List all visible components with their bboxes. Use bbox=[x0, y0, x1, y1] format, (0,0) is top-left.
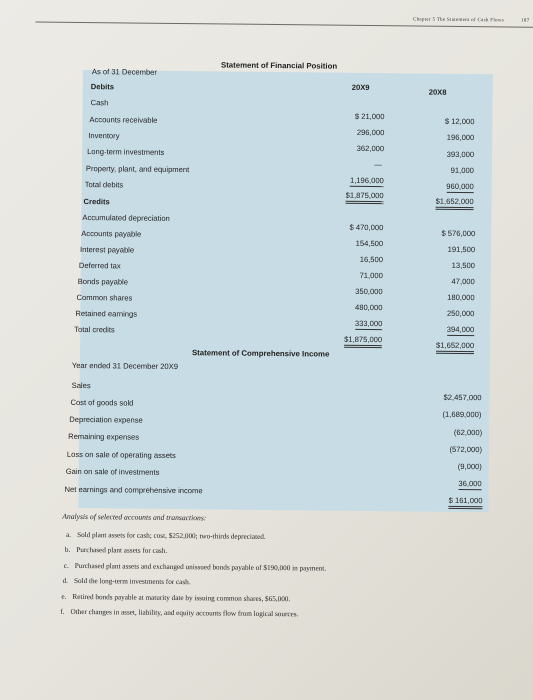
sci-label: Depreciation expense bbox=[69, 414, 143, 425]
credit-20x9: 480,000 bbox=[354, 302, 383, 313]
debit-label: Long-term investments bbox=[87, 147, 165, 157]
debit-label: Inventory bbox=[88, 131, 120, 141]
debit-20x9: $1,875,000 bbox=[314, 191, 384, 199]
debit-20x8: $1,652,000 bbox=[404, 197, 474, 205]
debit-label: Cash bbox=[90, 98, 109, 108]
analysis-item-b: b. Purchased plant assets for cash. bbox=[64, 545, 168, 555]
credit-20x8: 47,000 bbox=[451, 276, 475, 287]
credit-20x8: 13,500 bbox=[451, 260, 475, 271]
credit-label: Bonds payable bbox=[77, 276, 129, 287]
credit-20x8: 394,000 bbox=[446, 324, 475, 335]
debit-20x8: 196,000 bbox=[446, 132, 475, 143]
analysis-item-c: c. Purchased plant assets and exchanged unissued bonds payable of $190,000 in payment. bbox=[63, 561, 327, 573]
credit-20x9: $1,875,000 bbox=[312, 335, 382, 343]
sci-label: Loss on sale of operating assets bbox=[66, 449, 176, 460]
sci-label: Cost of goods sold bbox=[70, 397, 134, 408]
credit-20x9: $ 470,000 bbox=[349, 222, 384, 233]
debit-20x8: 91,000 bbox=[450, 165, 474, 176]
analysis-heading: Analysis of selected accounts and transactions: bbox=[62, 511, 207, 523]
analysis-item-a: a. Sold plant assets for cash; cost, $252,000; two-thirds depreciated. bbox=[66, 530, 266, 541]
credit-label: Total credits bbox=[74, 324, 115, 335]
sci-value: $2,457,000 bbox=[443, 392, 482, 403]
credit-20x8: 180,000 bbox=[447, 292, 475, 303]
sci-period: Year ended 31 December 20X9 bbox=[71, 360, 179, 372]
debit-20x9: 362,000 bbox=[356, 143, 385, 154]
running-head-title: Chapter 5 The Statement of Cash Flows bbox=[412, 17, 504, 24]
debit-20x8: 960,000 bbox=[446, 181, 474, 192]
debit-label: Property, plant, and equipment bbox=[85, 164, 190, 175]
credit-20x8: 250,000 bbox=[446, 308, 475, 319]
credit-label: Deferred tax bbox=[78, 260, 121, 271]
analysis-item-f: f. Other changes in asset, liability, and equity accounts flow from logical sources. bbox=[60, 607, 299, 619]
credit-label: Retained earnings bbox=[75, 308, 138, 319]
debit-20x9: $ 21,000 bbox=[354, 111, 385, 122]
debit-20x8: $ 12,000 bbox=[444, 116, 475, 127]
running-head bbox=[413, 17, 530, 23]
credit-label: Accounts payable bbox=[81, 228, 142, 239]
credit-20x9: 16,500 bbox=[359, 254, 384, 265]
debit-20x8: 393,000 bbox=[446, 149, 475, 160]
debit-20x9: — bbox=[374, 160, 383, 170]
sfp-col-20x9: 20X9 bbox=[351, 82, 370, 93]
credit-20x8: $ 576,000 bbox=[441, 228, 476, 239]
analysis-item-e: e. Retired bonds payable at maturity date by issuing common shares, $65,000. bbox=[61, 592, 291, 604]
sci-value: (572,000) bbox=[449, 444, 483, 455]
credit-20x9: 154,500 bbox=[355, 238, 384, 249]
credit-20x8: 191,500 bbox=[447, 244, 476, 255]
sci-label: Remaining expenses bbox=[68, 431, 140, 442]
debits-header: Debits bbox=[90, 82, 115, 92]
sci-value: $ 161,000 bbox=[402, 496, 482, 504]
credit-20x9: 350,000 bbox=[355, 286, 383, 297]
page-number: 187 bbox=[521, 18, 530, 24]
analysis-item-d: d. Sold the long-term investments for cash. bbox=[62, 576, 191, 587]
credit-label: Accumulated depreciation bbox=[82, 213, 170, 223]
sci-title: Statement of Comprehensive Income bbox=[191, 348, 330, 359]
sci-label: Gain on sale of investments bbox=[65, 466, 160, 477]
sci-label: Sales bbox=[71, 380, 91, 391]
credit-20x9: 333,000 bbox=[354, 318, 383, 329]
sci-value: 36,000 bbox=[458, 478, 482, 489]
debit-label: Total debits bbox=[84, 180, 124, 190]
credit-label: Interest payable bbox=[80, 244, 135, 255]
credits-header: Credits bbox=[83, 197, 110, 207]
sci-value: (62,000) bbox=[453, 427, 483, 438]
credit-20x8: $1,652,000 bbox=[404, 341, 474, 349]
sfp-col-20x8: 20X8 bbox=[428, 87, 447, 97]
credit-label: Common shares bbox=[76, 292, 133, 303]
sci-value: (1,689,000) bbox=[442, 409, 482, 420]
debit-20x9: 1,196,000 bbox=[349, 175, 384, 186]
sci-value: (9,000) bbox=[457, 461, 482, 472]
debit-label: Accounts receivable bbox=[89, 115, 158, 125]
debit-20x9: 296,000 bbox=[356, 127, 385, 138]
sfp-as-of: As of 31 December bbox=[91, 67, 157, 77]
credit-20x9: 71,000 bbox=[359, 270, 383, 281]
sci-label: Net earnings and comprehensive income bbox=[64, 484, 203, 496]
sfp-title: Statement of Financial Position bbox=[220, 60, 338, 71]
